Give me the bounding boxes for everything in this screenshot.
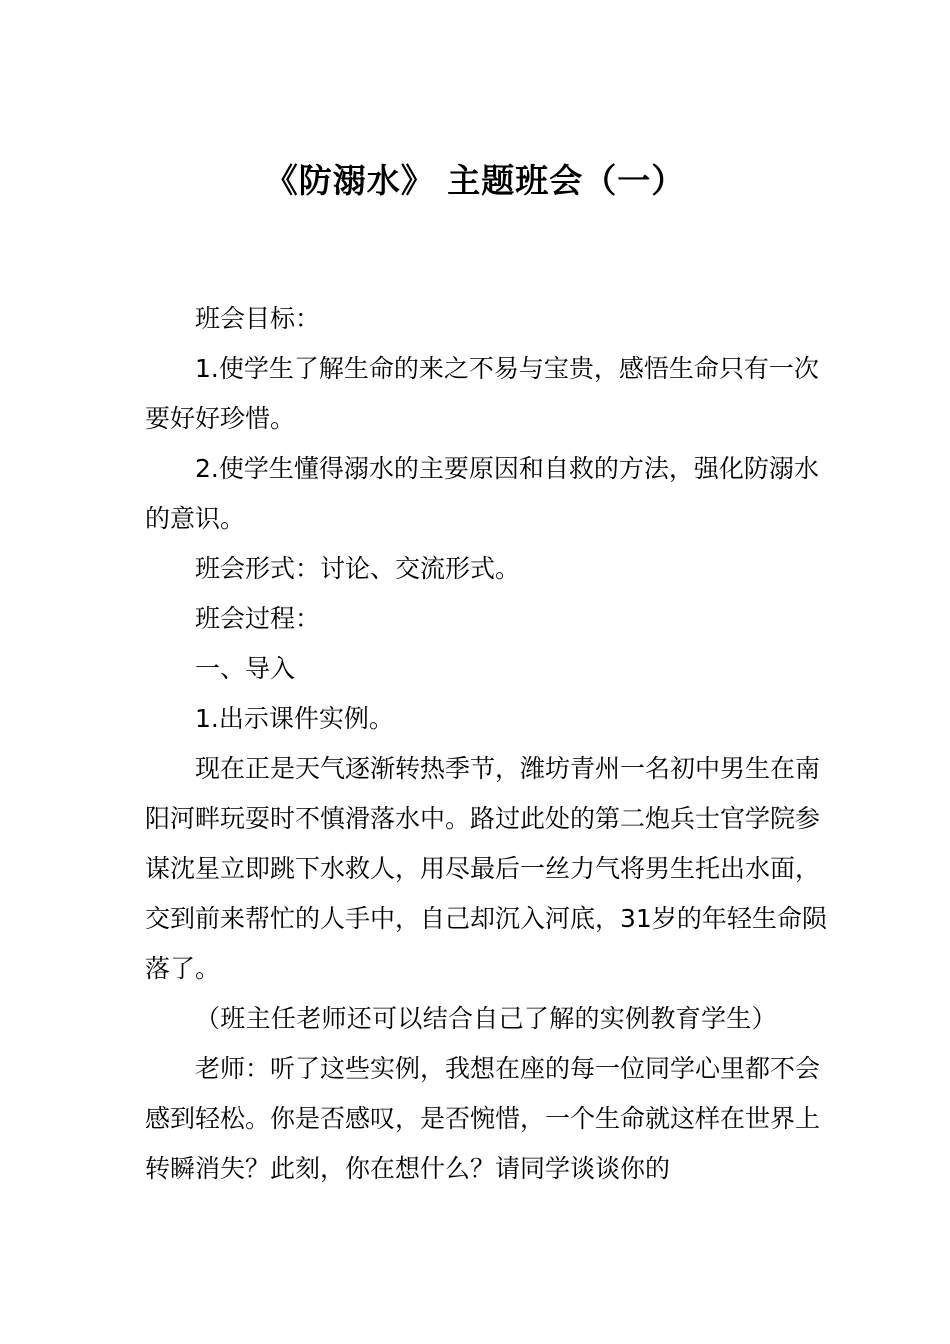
paragraph-example-story: 现在正是天气逐渐转热季节，潍坊青州一名初中男生在南阳河畔玩耍时不慎滑落水中。路过此处的第二炮兵士官学院参谋沈星立即跳下水救人，用尽最后一丝力气将男生托出水面，交到前来帮忙的人手中，自己却沉入河底，31岁的年轻生命陨落了。 [145, 754, 827, 983]
document-title: 《防溺水》 主题班会（一） [264, 161, 686, 200]
paragraph-goal-2: 2.使学生懂得溺水的主要原因和自救的方法，强化防溺水的意识。 [145, 454, 819, 533]
document-body [145, 294, 840, 1194]
paragraph-show-example: 1.出示课件实例。 [195, 704, 394, 733]
paragraph-goal-1: 1.使学生了解生命的来之不易与宝贵，感悟生命只有一次要好好珍惜。 [145, 354, 819, 433]
paragraph-teacher-note: （班主任老师还可以结合自己了解的实例教育学生） [195, 1004, 777, 1033]
paragraph-format: 班会形式：讨论、交流形式。 [195, 554, 521, 583]
paragraph-section-intro: 一、导入 [195, 654, 296, 683]
paragraph-teacher-speech: 老师：听了这些实例，我想在座的每一位同学心里都不会感到轻松。你是否感叹，是否惋惜，一个生命就这样在世界上转瞬消失？此刻，你在想什么？请同学谈谈你的 [145, 1054, 821, 1183]
paragraph-goal-heading: 班会目标： [195, 304, 321, 333]
paragraph-process-heading: 班会过程： [195, 604, 321, 633]
